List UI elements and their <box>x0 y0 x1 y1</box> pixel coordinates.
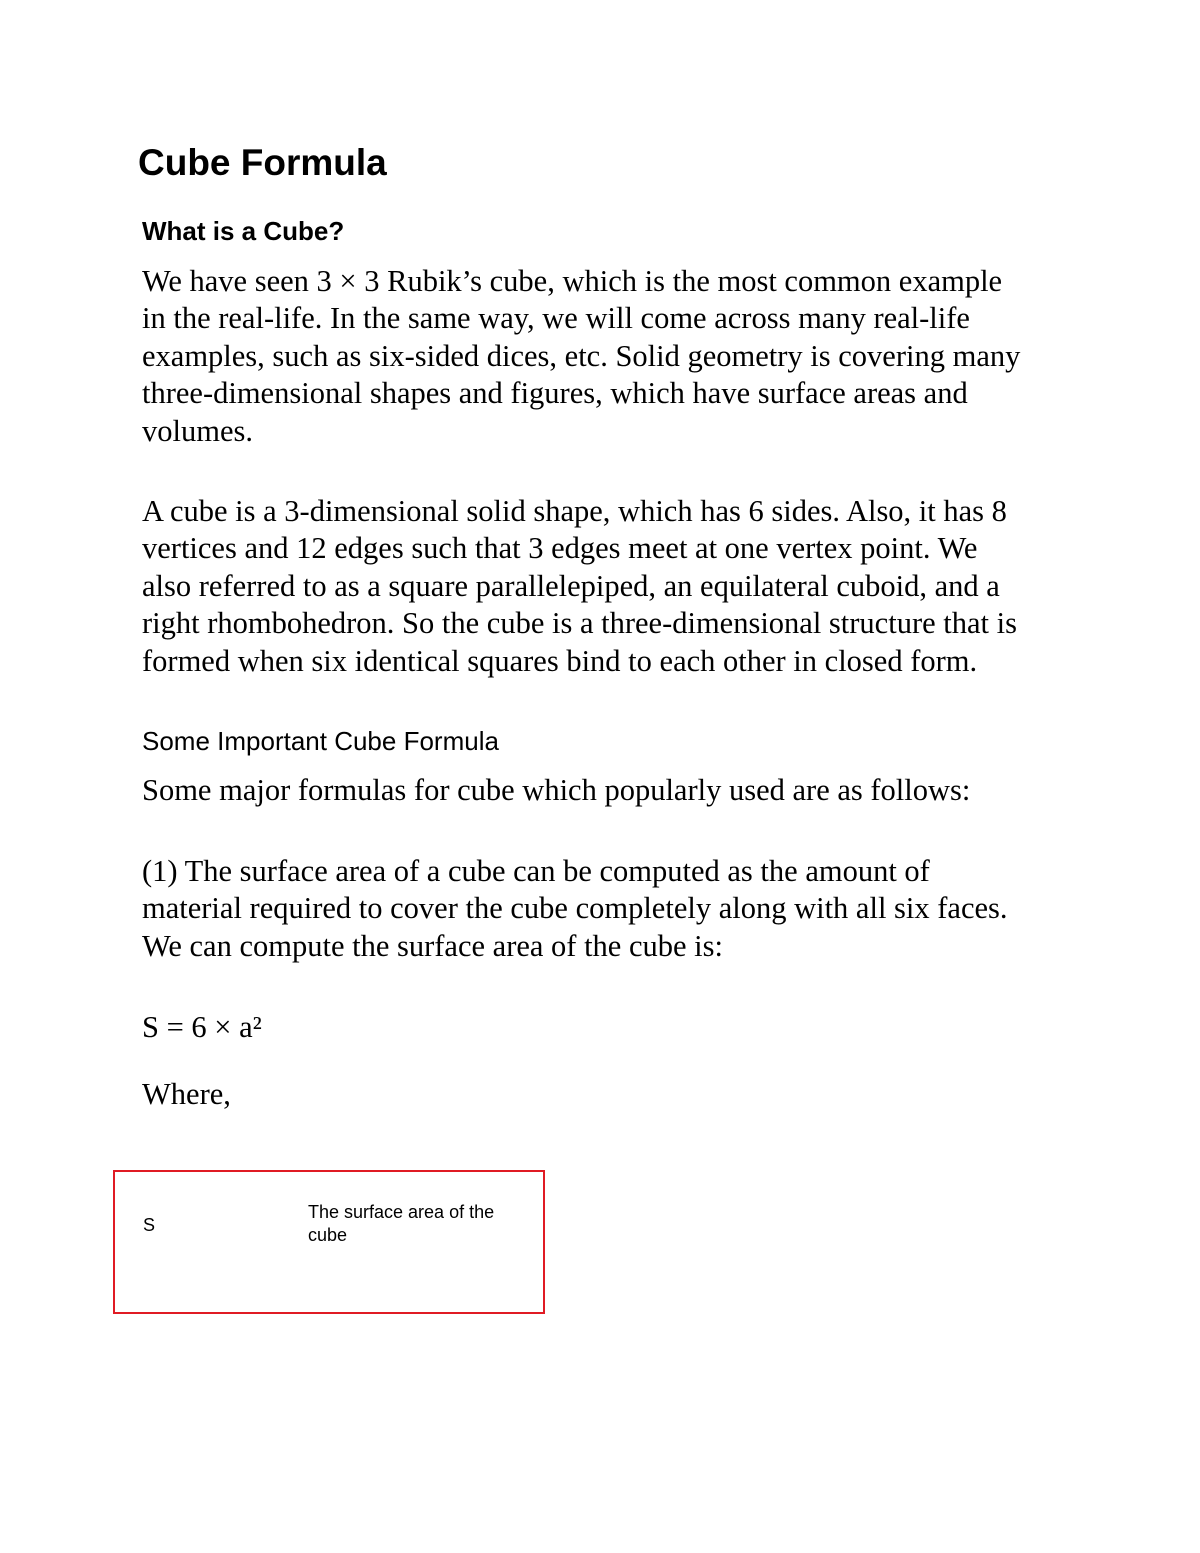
paragraph-line: We have seen 3 × 3 Rubik’s cube, which is the most common example <box>142 264 1003 298</box>
paragraph-line: We can compute the surface area of the cube is: <box>142 928 723 963</box>
section-heading-what-is-a-cube: What is a Cube? <box>142 216 345 246</box>
paragraph-line: material required to cover the cube completely along with all six faces. <box>142 891 1008 926</box>
paragraph-line: examples, such as six-sided dices, etc. Solid geometry is covering many <box>142 338 1021 373</box>
paragraph-line: also referred to as a square parallelepiped, an equilateral cuboid, and a <box>142 568 1000 603</box>
definition-description-line: The surface area of the <box>308 1202 495 1222</box>
definition-table <box>113 1170 545 1314</box>
paragraph-line: Some major formulas for cube which popularly used are as follows: <box>142 773 971 807</box>
paragraph-line: volumes. <box>142 413 253 448</box>
definition-description-line: cube <box>308 1225 348 1245</box>
paragraph-line: in the real-life. In the same way, we will come across many real-life <box>142 301 970 336</box>
where-label <box>142 1076 1082 1113</box>
definition-term: S <box>143 1215 156 1235</box>
document-title: Cube Formula <box>138 142 387 183</box>
paragraph-line: right rhombohedron. So the cube is a three-dimensional structure that is <box>142 606 1017 641</box>
paragraph-cube-definition <box>142 493 1082 680</box>
paragraph-line: (1) The surface area of a cube can be computed as the amount of <box>142 854 930 888</box>
paragraph-line: three-dimensional shapes and figures, which have surface areas and <box>142 376 968 411</box>
where-text: Where, <box>142 1077 231 1111</box>
paragraph-line: A cube is a 3-dimensional solid shape, which has 6 sides. Also, it has 8 <box>142 494 1007 528</box>
paragraph-formulas-intro <box>142 772 1082 809</box>
paragraph-surface-area <box>142 853 1082 965</box>
surface-area-formula <box>142 1009 1082 1046</box>
formula-text: S = 6 × a² <box>142 1010 262 1044</box>
paragraph-line: vertices and 12 edges such that 3 edges meet at one vertex point. We <box>142 531 978 566</box>
subsection-heading-important-formula: Some Important Cube Formula <box>142 726 499 756</box>
paragraph-intro <box>142 263 1082 450</box>
definition-description <box>308 1201 528 1247</box>
paragraph-line: formed when six identical squares bind to each other in closed form. <box>142 643 978 678</box>
